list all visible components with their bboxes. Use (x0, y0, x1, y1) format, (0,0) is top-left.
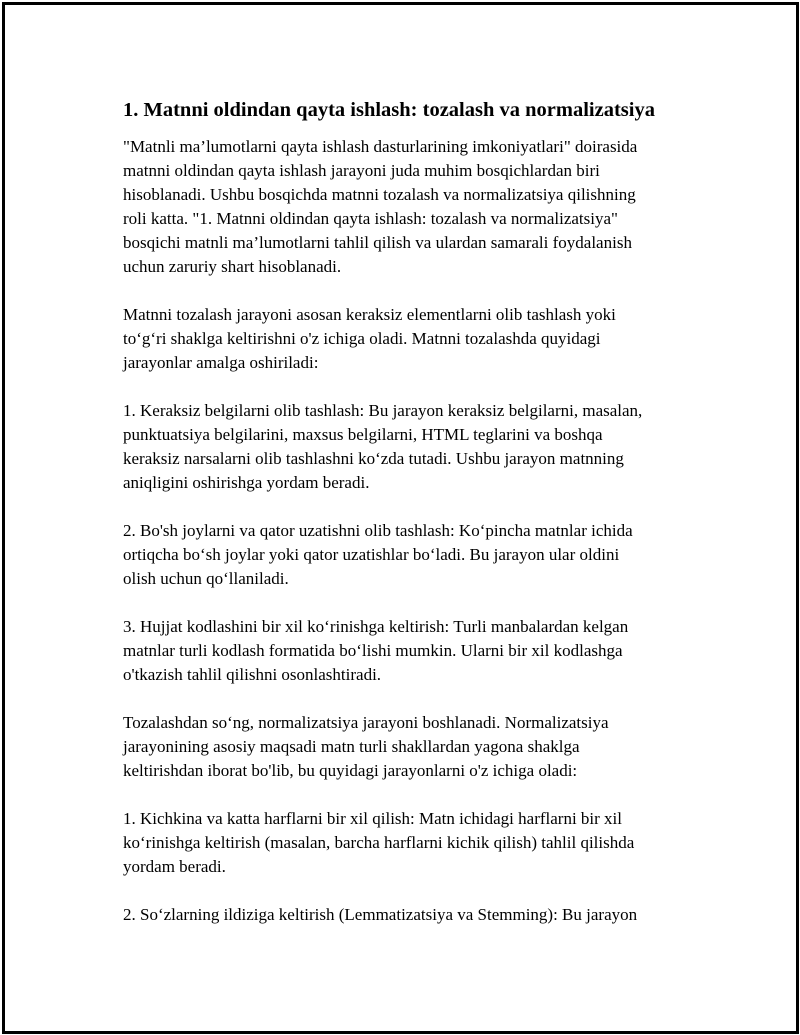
text-line: roli katta. "1. Matnni oldindan qayta ishlash: tozalash va normalizatsiya" (123, 209, 618, 228)
text-line: olish uchun qo‘llaniladi. (123, 569, 289, 588)
text-line: 1. Keraksiz belgilarni olib tashlash: Bu jarayon keraksiz belgilarni, masalan, (123, 401, 643, 420)
text-line: ko‘rinishga keltirish (masalan, barcha harflarni kichik qilish) tahlil qilishda (123, 833, 635, 852)
text-line: 2. Bo'sh joylarni va qator uzatishni olib tashlash: Ko‘pincha matnlar ichida (123, 521, 633, 540)
paragraph-cleaning-item-2 (123, 519, 703, 591)
text-line: uchun zaruriy shart hisoblanadi. (123, 257, 342, 276)
text-line: 1. Kichkina va katta harflarni bir xil qilish: Matn ichidagi harflarni bir xil (123, 809, 623, 828)
text-line: ortiqcha bo‘sh joylar yoki qator uzatishlar bo‘ladi. Bu jarayon ular oldini (123, 545, 620, 564)
text-line: to‘g‘ri shaklga keltirishni o'z ichiga oladi. Matnni tozalashda quyidagi (123, 329, 601, 348)
paragraph-cleaning-intro (123, 303, 703, 375)
text-line: o'tkazish tahlil qilishni osonlashtiradi. (123, 665, 382, 684)
paragraph-normalization-item-2 (123, 903, 703, 927)
text-line: jarayonining asosiy maqsadi matn turli shakllardan yagona shaklga (123, 737, 580, 756)
text-line: Tozalashdan so‘ng, normalizatsiya jarayoni boshlanadi. Normalizatsiya (123, 713, 609, 732)
paragraph-normalization-intro (123, 711, 703, 783)
text-line: aniqligini oshirishga yordam beradi. (123, 473, 370, 492)
text-line: matnlar turli kodlash formatida bo‘lishi mumkin. Ularni bir xil kodlashga (123, 641, 623, 660)
text-line: hisoblanadi. Ushbu bosqichda matnni tozalash va normalizatsiya qilishning (123, 185, 636, 204)
text-line: punktuatsiya belgilarini, maxsus belgilarni, HTML teglarini va boshqa (123, 425, 603, 444)
text-line: jarayonlar amalga oshiriladi: (123, 353, 319, 372)
text-line: 3. Hujjat kodlashini bir xil ko‘rinishga keltirish: Turli manbalardan kelgan (123, 617, 629, 636)
text-line: 2. So‘zlarning ildiziga keltirish (Lemmatizatsiya va Stemming): Bu jarayon (123, 905, 638, 924)
text-line: Matnni tozalash jarayoni asosan keraksiz elementlarni olib tashlash yoki (123, 305, 616, 324)
text-line: keltirishdan iborat bo'lib, bu quyidagi jarayonlarni o'z ichiga oladi: (123, 761, 578, 780)
text-line: "Matnli ma’lumotlarni qayta ishlash dasturlarining imkoniyatlari" doirasida (123, 137, 638, 156)
paragraph-cleaning-item-3 (123, 615, 703, 687)
paragraph-normalization-item-1 (123, 807, 703, 879)
text-line: keraksiz narsalarni olib tashlashni ko‘zda tutadi. Ushbu jarayon matnning (123, 449, 624, 468)
page-frame (2, 2, 799, 1034)
paragraph-cleaning-item-1 (123, 399, 703, 495)
text-line: yordam beradi. (123, 857, 226, 876)
text-line: bosqichi matnli ma’lumotlarni tahlil qilish va ulardan samarali foydalanish (123, 233, 632, 252)
section-heading: 1. Matnni oldindan qayta ishlash: tozalash va normalizatsiya (123, 99, 655, 121)
document-body (123, 97, 703, 951)
text-line: matnni oldindan qayta ishlash jarayoni juda muhim bosqichlardan biri (123, 161, 600, 180)
paragraph-intro (123, 135, 703, 279)
